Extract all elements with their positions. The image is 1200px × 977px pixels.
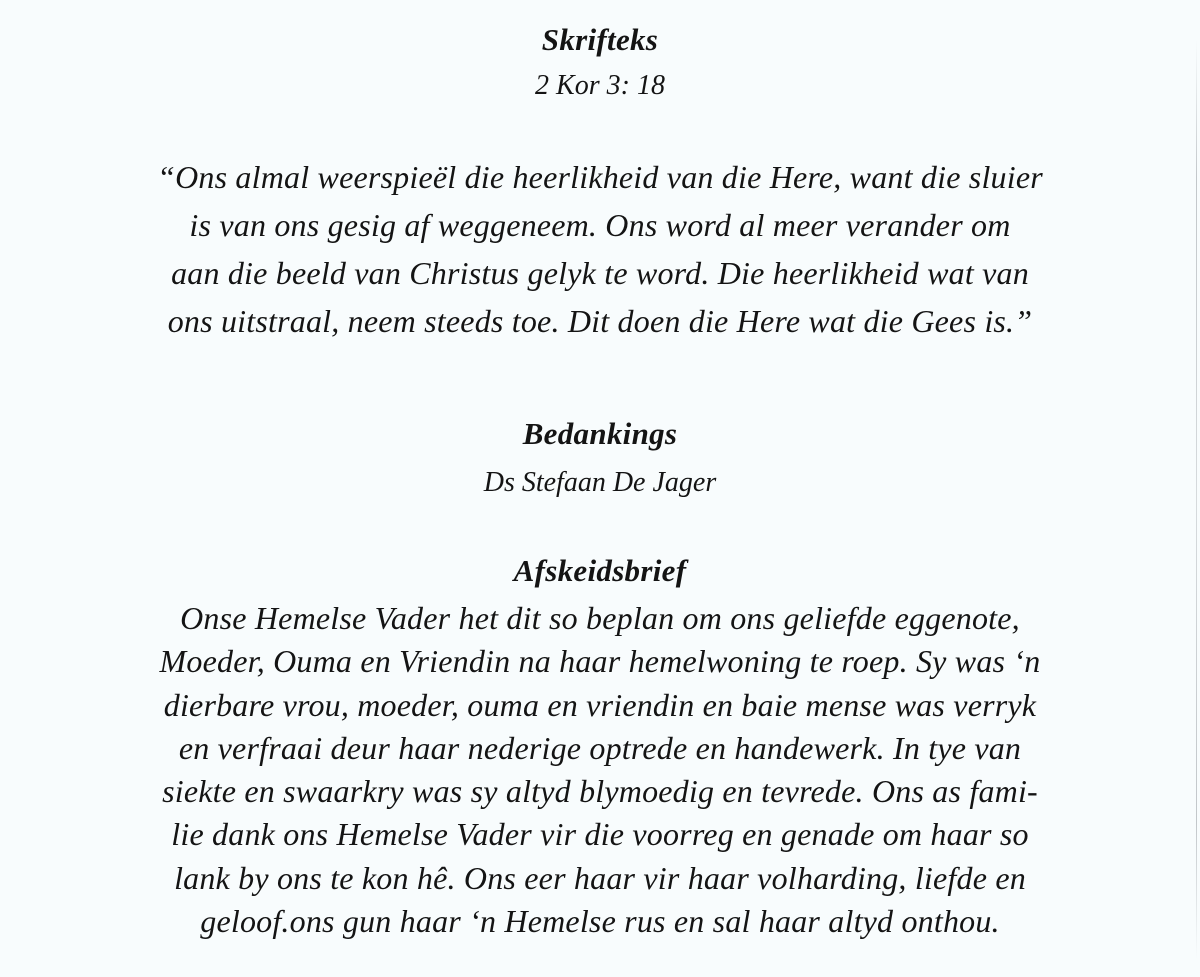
- letter-line: dierbare vrou, moeder, ouma en vriendin en baie mense was verryk: [163, 686, 1037, 723]
- skrifteks-heading: Skrifteks: [541, 22, 659, 57]
- bedankings-heading: Bedankings: [522, 416, 678, 451]
- scripture-quote: [0, 153, 1200, 345]
- farewell-letter: [0, 597, 1200, 943]
- quote-line: is van ons gesig af weggeneem. Ons word al meer verander om: [189, 207, 1011, 243]
- quote-line: ons uitstraal, neem steeds toe. Dit doen die Here wat die Gees is.”: [167, 303, 1033, 339]
- quote-line: aan die beeld van Christus gelyk te word. Die heerlikheid wat van: [171, 255, 1029, 291]
- letter-line: lank by ons te kon hê. Ons eer haar vir haar volharding, liefde en: [174, 859, 1026, 896]
- afskeidsbrief-heading: Afskeidsbrief: [513, 553, 687, 588]
- letter-line: lie dank ons Hemelse Vader vir die voorreg en genade om haar so: [171, 816, 1029, 853]
- quote-line: “Ons almal weerspieël die heerlikheid van die Here, want die sluier: [157, 159, 1043, 195]
- letter-line: en verfraai deur haar nederige optrede en handewerk. In tye van: [178, 729, 1022, 766]
- letter-line: Moeder, Ouma en Vriendin na haar hemelwoning te roep. Sy was ‘n: [159, 643, 1041, 680]
- letter-line: geloof.ons gun haar ‘n Hemelse rus en sal haar altyd onthou.: [200, 903, 1000, 940]
- letter-line: Onse Hemelse Vader het dit so beplan om ons geliefde eggenote,: [180, 600, 1020, 636]
- scripture-reference: 2 Kor 3: 18: [535, 70, 665, 101]
- letter-line: siekte en swaarkry was sy altyd blymoedig en tevrede. Ons as fami-: [162, 773, 1038, 810]
- officiant-name: Ds Stefaan De Jager: [483, 467, 717, 498]
